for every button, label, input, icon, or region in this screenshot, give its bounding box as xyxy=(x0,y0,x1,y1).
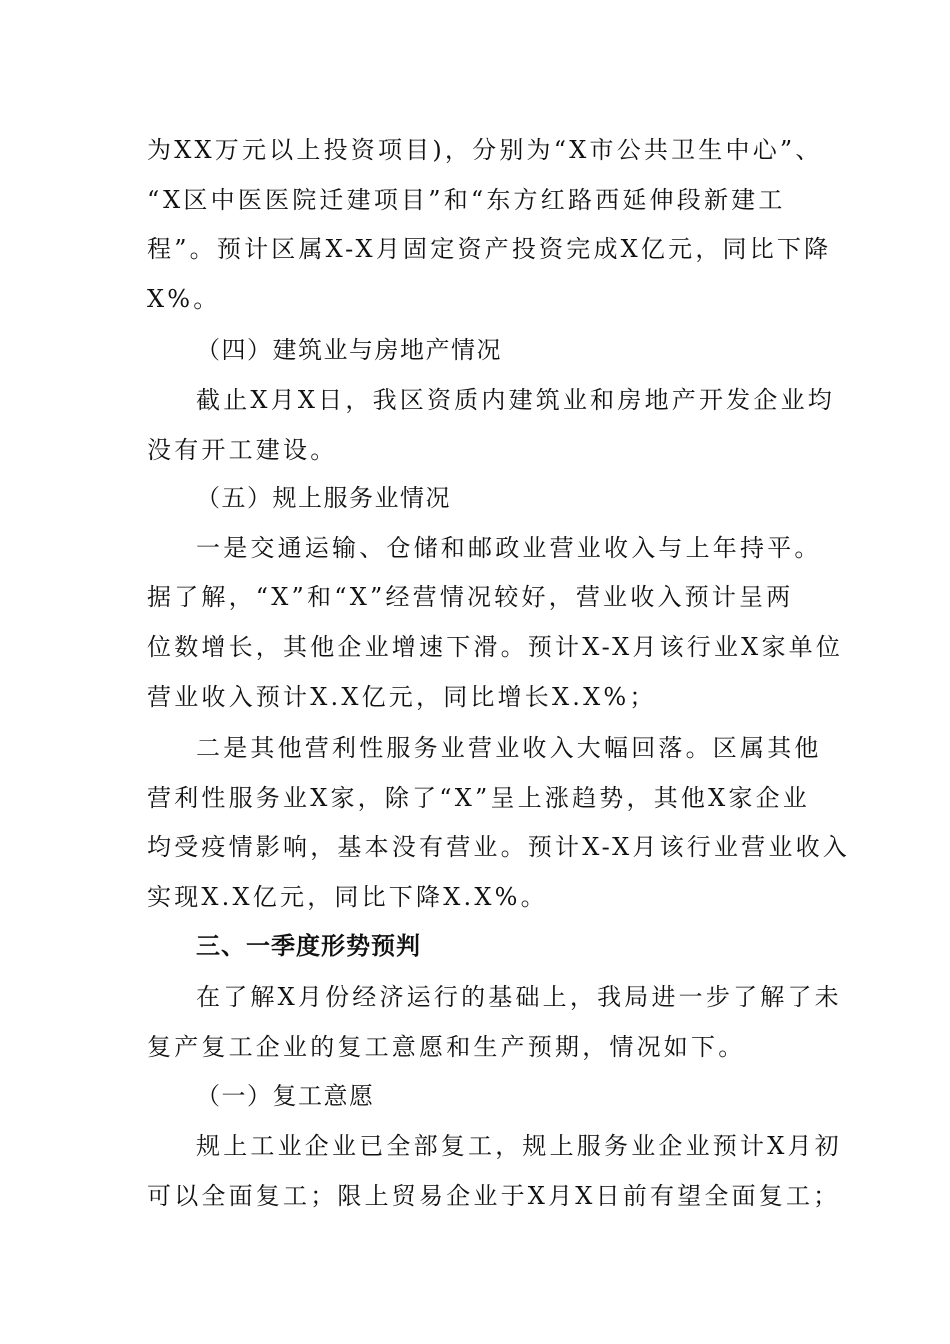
subheading-construction-realestate: （四）建筑业与房地产情况 xyxy=(196,336,502,364)
paragraph-line: X%。 xyxy=(147,285,221,313)
section-heading-q1-outlook: 三、一季度形势预判 xyxy=(196,932,421,960)
paragraph-line: “X区中医医院迁建项目”和“东方红路西延伸段新建工 xyxy=(147,186,786,214)
paragraph-line: 营业收入预计X.X亿元，同比增长X.X%； xyxy=(147,683,657,711)
paragraph-line: 营利性服务业X家，除了“X”呈上涨趋势，其他X家企业 xyxy=(147,784,810,812)
paragraph-line: 实现X.X亿元，同比下降X.X%。 xyxy=(147,883,548,911)
paragraph-line: 截止X月X日，我区资质内建筑业和房地产开发企业均 xyxy=(196,386,835,414)
subheading-services: （五）规上服务业情况 xyxy=(196,484,451,512)
paragraph-line: 规上工业企业已全部复工，规上服务业企业预计X月初 xyxy=(196,1132,842,1160)
paragraph-line: 位数增长，其他企业增速下滑。预计X-X月该行业X家单位 xyxy=(147,633,844,661)
paragraph-line: 在了解X月份经济运行的基础上，我局进一步了解了未 xyxy=(196,983,842,1011)
paragraph-line: 二是其他营利性服务业营业收入大幅回落。区属其他 xyxy=(196,734,822,762)
paragraph-line: 复产复工企业的复工意愿和生产预期，情况如下。 xyxy=(147,1033,746,1061)
paragraph-line: 没有开工建设。 xyxy=(147,436,338,464)
paragraph-line: 为XX万元以上投资项目)，分别为“X市公共卫生中心”、 xyxy=(147,136,823,164)
paragraph-line: 程”。预计区属X-X月固定资产投资完成X亿元，同比下降 xyxy=(147,235,832,263)
paragraph-line: 可以全面复工；限上贸易企业于X月X日前有望全面复工； xyxy=(147,1182,841,1210)
paragraph-line: 均受疫情影响，基本没有营业。预计X-X月该行业营业收入 xyxy=(147,833,850,861)
paragraph-line: 一是交通运输、仓储和邮政业营业收入与上年持平。 xyxy=(196,534,822,562)
subheading-resumption-intent: （一）复工意愿 xyxy=(196,1082,375,1110)
paragraph-line: 据了解，“X”和“X”经营情况较好，营业收入预计呈两 xyxy=(147,583,794,611)
